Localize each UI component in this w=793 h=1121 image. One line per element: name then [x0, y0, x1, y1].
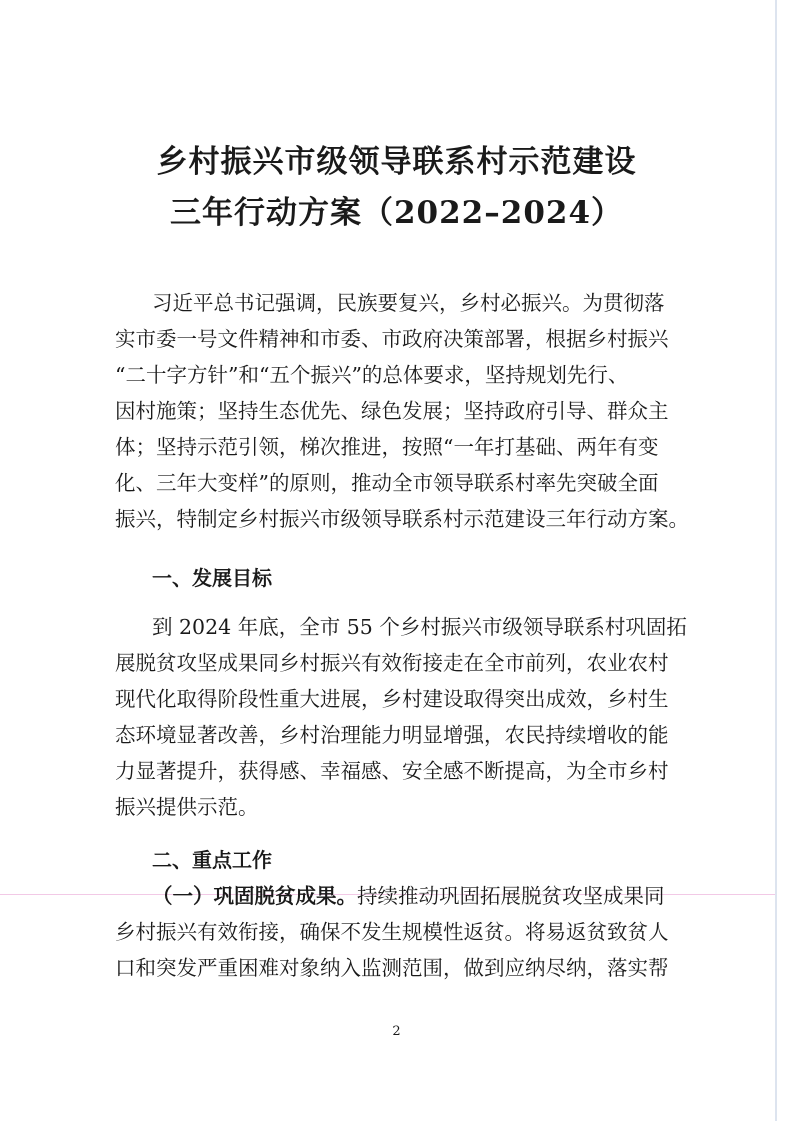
subsection-title: （一）巩固脱贫成果。 — [152, 884, 357, 908]
intro-line: 体；坚持示范引领，梯次推进，按照“一年打基础、两年有变 — [115, 435, 659, 459]
section1-line: 现代化取得阶段性重大进展，乡村建设取得突出成效，乡村生 — [115, 687, 669, 711]
section2-line: 乡村振兴有效衔接，确保不发生规模性返贫。将易返贫致贫人 — [115, 920, 669, 944]
subsection-line — [152, 878, 695, 914]
intro-line: 化、三年大变样”的原则，推动全市领导联系村率先突破全面 — [115, 471, 659, 495]
section1-line: 到 2024 年底，全市 55 个乡村振兴市级领导联系村巩固拓 — [152, 615, 687, 639]
section1-line: 展脱贫攻坚成果同乡村振兴有效衔接走在全市前列，农业农村 — [115, 651, 669, 675]
document-title-line-2: 三年行动方案（2022–2024） — [169, 195, 624, 231]
section1-line: 振兴提供示范。 — [115, 795, 259, 819]
subsection-text: 持续推动巩固拓展脱贫攻坚成果同 — [357, 884, 665, 908]
section-heading-development-goals: 一、发展目标 — [152, 566, 272, 590]
intro-line: “二十字方针”和“五个振兴”的总体要求，坚持规划先行、 — [115, 363, 629, 387]
intro-line: 实市委一号文件精神和市委、市政府决策部署，根据乡村振兴 — [115, 327, 669, 351]
section1-line: 态环境显著改善，乡村治理能力明显增强，农民持续增收的能 — [115, 723, 669, 747]
section1-line: 力显著提升，获得感、幸福感、安全感不断提高，为全市乡村 — [115, 759, 669, 783]
section-heading-key-work: 二、重点工作 — [152, 848, 272, 872]
intro-line: 振兴，特制定乡村振兴市级领导联系村示范建设三年行动方案。 — [115, 507, 689, 531]
section2-line: 口和突发严重困难对象纳入监测范围，做到应纳尽纳，落实帮 — [115, 956, 669, 980]
page-number: 2 — [392, 1024, 401, 1039]
document-title-line-1: 乡村振兴市级领导联系村示范建设 — [156, 144, 637, 180]
intro-line: 因村施策；坚持生态优先、绿色发展；坚持政府引导、群众主 — [115, 399, 669, 423]
intro-line: 习近平总书记强调，民族要复兴，乡村必振兴。为贯彻落 — [152, 291, 665, 315]
